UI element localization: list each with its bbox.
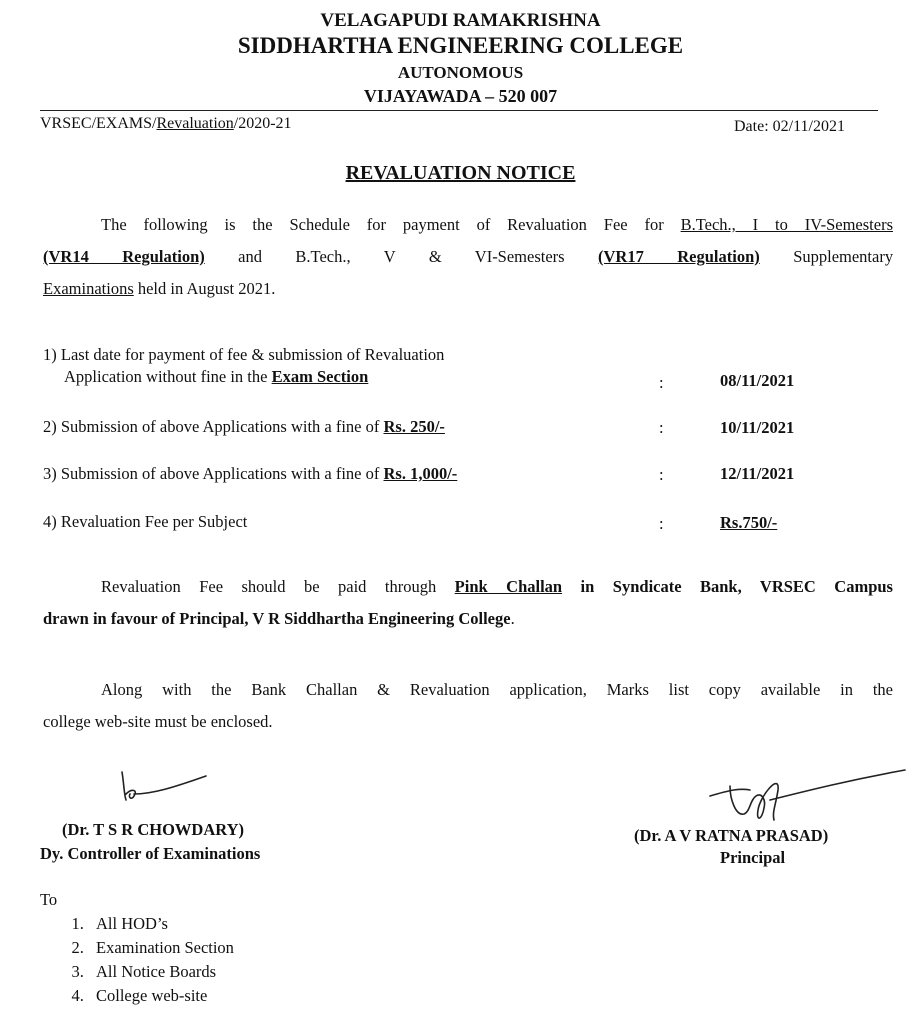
schedule-item-3: 3) Submission of above Applications with a fine of Rs. 1,000/- (43, 464, 458, 483)
schedule-value-4: Rs.750/- (720, 513, 778, 532)
notice-date: Date: 02/11/2021 (734, 118, 845, 135)
schedule-colon-3: : (659, 465, 664, 484)
schedule-item-1: 1) Last date for payment of fee & submission of Revaluation Application without fine in the Exam Section (43, 345, 445, 386)
college-name-line1: VELAGAPUDI RAMAKRISHNA (320, 10, 601, 31)
payment-line-1: Revaluation Fee should be paid through Pink Challan in Syndicate Bank, VRSEC Campus (101, 577, 893, 596)
notice-title: REVALUATION NOTICE (345, 162, 576, 184)
list-item: 1. All HOD’s (88, 912, 234, 936)
intro-line-1: The following is the Schedule for payment of Revaluation Fee for B.Tech., I to IV-Semesters (101, 215, 893, 234)
right-signatory-title: Principal (720, 848, 786, 867)
college-status: AUTONOMOUS (397, 63, 524, 82)
list-item: 2. Examination Section (88, 936, 234, 960)
reference-number: VRSEC/EXAMS/Revaluation/2020-21 (40, 115, 292, 132)
intro-line-3: Examinations held in August 2021. (43, 279, 276, 298)
schedule-value-1: 08/11/2021 (720, 371, 795, 390)
college-address: VIJAYAWADA – 520 007 (363, 86, 558, 106)
payment-paragraph (43, 571, 893, 635)
left-signature-image (112, 764, 212, 810)
list-item: 3. All Notice Boards (88, 960, 234, 984)
enclosure-paragraph (43, 674, 893, 738)
left-signatory-name: (Dr. T S R CHOWDARY) (62, 820, 245, 839)
payment-line-2: drawn in favour of Principal, V R Siddhartha Engineering College. (43, 609, 515, 628)
schedule-value-3: 12/11/2021 (720, 464, 795, 483)
schedule-colon-2: : (659, 418, 664, 437)
to-label: To (40, 890, 58, 909)
schedule-value-2: 10/11/2021 (720, 418, 795, 437)
college-name-line2: SIDDHARTHA ENGINEERING COLLEGE (237, 33, 684, 58)
left-signatory-title: Dy. Controller of Examinations (40, 844, 261, 863)
enclosure-line-1: Along with the Bank Challan & Revaluation application, Marks list copy available in the (101, 680, 893, 699)
right-signatory-name: (Dr. A V RATNA PRASAD) (634, 826, 829, 845)
list-item: 4. College web-site (88, 984, 234, 1008)
schedule-item-4: 4) Revaluation Fee per Subject (43, 512, 248, 531)
header-divider (40, 110, 878, 111)
intro-paragraph (43, 209, 893, 305)
schedule-colon-4: : (659, 514, 664, 533)
schedule-colon-1: : (659, 373, 664, 392)
distribution-list (40, 888, 234, 1008)
intro-line-2: (VR14 Regulation) and B.Tech., V & VI-Semesters (VR17 Regulation) Supplementary (43, 247, 894, 266)
schedule-item-2: 2) Submission of above Applications with a fine of Rs. 250/- (43, 417, 445, 436)
enclosure-line-2: college web-site must be enclosed. (43, 712, 273, 731)
right-signature-image (700, 760, 910, 830)
